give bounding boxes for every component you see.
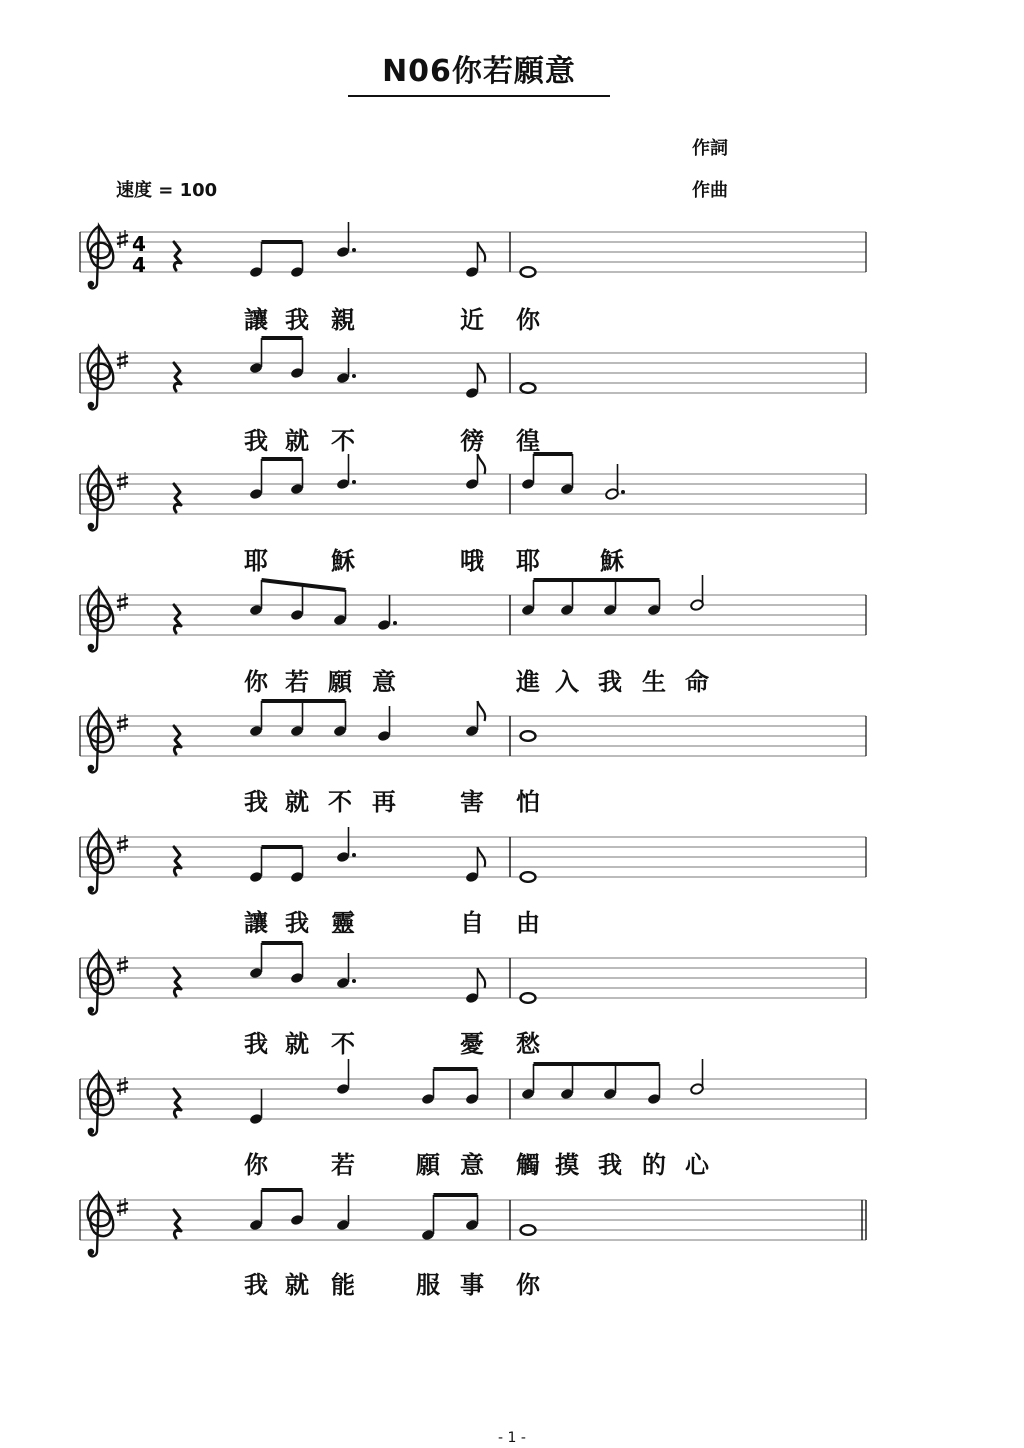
treble-clef-icon-dot	[88, 281, 94, 287]
whole-note-head	[521, 872, 536, 882]
sharp-icon	[117, 840, 128, 843]
sharp-icon	[117, 967, 128, 970]
sharp-icon	[117, 477, 128, 480]
whole-note-head	[521, 267, 536, 277]
sharp-icon	[117, 235, 128, 238]
lyric-syllable: 命	[685, 668, 709, 696]
time-signature-numerator: 4	[132, 232, 146, 256]
page-number: - 1 -	[498, 1430, 526, 1446]
lyric-syllable: 穌	[331, 547, 355, 575]
treble-clef-icon-dot	[88, 1007, 94, 1013]
lyric-syllable: 近	[460, 306, 484, 334]
lyric-syllable: 進	[516, 668, 540, 696]
lyric-syllable: 入	[555, 668, 579, 696]
sharp-icon	[117, 961, 128, 964]
lyric-syllable: 生	[642, 668, 666, 696]
lyric-syllable: 自	[460, 909, 484, 937]
lyric-syllable: 能	[331, 1271, 355, 1299]
treble-clef-icon	[88, 347, 114, 409]
treble-clef-icon	[88, 1194, 114, 1256]
sharp-icon	[117, 1088, 128, 1091]
lyric-syllable: 我	[244, 1271, 268, 1299]
quarter-rest-icon	[174, 726, 181, 754]
composer-label: 作曲	[692, 180, 728, 201]
lyric-syllable: 你	[244, 1151, 268, 1179]
lyric-syllable: 就	[285, 788, 309, 816]
lyric-syllable: 我	[244, 427, 268, 455]
dot	[352, 480, 356, 484]
lyric-syllable: 不	[331, 1030, 355, 1058]
lyric-syllable: 怕	[516, 788, 540, 816]
lyric-syllable: 不	[328, 788, 352, 816]
dot	[352, 979, 356, 983]
lyric-syllable: 哦	[460, 547, 484, 575]
lyric-syllable: 不	[331, 427, 355, 455]
treble-clef-icon	[88, 468, 114, 530]
treble-clef-icon-dot	[88, 1128, 94, 1134]
lyric-syllable: 我	[598, 668, 622, 696]
lyric-syllable: 願	[328, 668, 352, 696]
lyricist-label: 作詞	[692, 138, 728, 159]
treble-clef-icon	[88, 952, 114, 1014]
lyric-syllable: 我	[598, 1151, 622, 1179]
quarter-rest-icon	[174, 242, 181, 270]
lyric-syllable: 徬	[460, 427, 484, 455]
lyric-syllable: 我	[285, 909, 309, 937]
treble-clef-icon-dot	[88, 644, 94, 650]
staff-system	[80, 1190, 866, 1256]
whole-note-head	[521, 993, 536, 1003]
lyric-syllable: 願	[416, 1151, 440, 1179]
lyric-syllable: 若	[285, 668, 309, 696]
lyric-syllable: 耶	[244, 547, 268, 575]
lyric-syllable: 就	[285, 427, 309, 455]
lyric-syllable: 再	[372, 788, 396, 816]
lyric-syllable: 就	[285, 1271, 309, 1299]
staff-system	[80, 454, 866, 530]
staff-system	[80, 222, 866, 288]
dot	[352, 248, 356, 252]
treble-clef-icon-dot	[88, 523, 94, 529]
lyric-syllable: 你	[244, 668, 268, 696]
staff-system	[80, 827, 866, 893]
sharp-icon	[117, 604, 128, 607]
dot	[352, 853, 356, 857]
lyric-syllable: 觸	[516, 1151, 540, 1179]
quarter-rest-icon	[174, 363, 181, 391]
quarter-rest-icon	[174, 1089, 181, 1117]
staff-system	[80, 575, 866, 651]
sharp-icon	[117, 719, 128, 722]
sharp-icon	[117, 362, 128, 365]
dot	[352, 374, 356, 378]
lyric-syllable: 事	[460, 1271, 484, 1299]
note-flag	[478, 701, 486, 721]
lyric-syllable: 親	[331, 306, 355, 334]
lyric-syllable: 穌	[600, 547, 624, 575]
dot	[393, 621, 397, 625]
lyric-syllable: 意	[372, 668, 396, 696]
treble-clef-icon	[88, 831, 114, 893]
sharp-icon	[117, 1082, 128, 1085]
lyric-syllable: 愁	[516, 1030, 540, 1058]
lyric-syllable: 我	[285, 306, 309, 334]
whole-note-head	[521, 1225, 536, 1235]
lyric-syllable: 耶	[516, 547, 540, 575]
lyric-syllable: 我	[244, 1030, 268, 1058]
lyric-syllable: 我	[244, 788, 268, 816]
lyric-syllable: 服	[416, 1271, 440, 1299]
lyric-syllable: 徨	[516, 427, 540, 455]
treble-clef-icon-dot	[88, 765, 94, 771]
quarter-rest-icon	[174, 1210, 181, 1238]
sharp-icon	[117, 725, 128, 728]
lyric-syllable: 若	[331, 1151, 355, 1179]
treble-clef-icon	[88, 589, 114, 651]
lyric-syllable: 心	[685, 1151, 709, 1179]
lyric-syllable: 你	[516, 306, 540, 334]
lyric-syllable: 就	[285, 1030, 309, 1058]
lyric-syllable: 讓	[244, 306, 268, 334]
staff-system	[80, 701, 866, 772]
lyric-syllable: 害	[460, 788, 484, 816]
staff-system	[80, 1059, 866, 1135]
sharp-icon	[117, 356, 128, 359]
sharp-icon	[117, 846, 128, 849]
lyric-syllable: 憂	[460, 1030, 484, 1058]
whole-note-head	[521, 383, 536, 393]
lyric-syllable: 靈	[331, 909, 355, 937]
quarter-rest-icon	[174, 605, 181, 633]
staff-system	[80, 943, 866, 1014]
time-signature-denominator: 4	[132, 253, 146, 277]
dot	[621, 490, 625, 494]
treble-clef-icon-dot	[88, 886, 94, 892]
beam	[262, 580, 346, 590]
lyric-syllable: 意	[460, 1151, 484, 1179]
lyric-syllable: 由	[516, 909, 540, 937]
lyric-syllable: 讓	[244, 909, 268, 937]
song-title: N06你若願意	[382, 54, 576, 89]
tempo-marking: 速度 = 100	[116, 180, 218, 201]
sharp-icon	[117, 1209, 128, 1212]
staff-system	[80, 338, 866, 409]
sharp-icon	[117, 598, 128, 601]
lyric-syllable: 摸	[555, 1151, 579, 1179]
note-flag	[478, 454, 486, 474]
treble-clef-icon	[88, 1073, 114, 1135]
sharp-icon	[117, 241, 128, 244]
quarter-rest-icon	[174, 847, 181, 875]
lyric-syllable: 你	[516, 1271, 540, 1299]
treble-clef-icon	[88, 710, 114, 772]
sharp-icon	[117, 483, 128, 486]
treble-clef-icon-dot	[88, 1249, 94, 1255]
lyric-syllable: 的	[642, 1151, 666, 1179]
quarter-rest-icon	[174, 484, 181, 512]
sharp-icon	[117, 1203, 128, 1206]
treble-clef-icon	[88, 226, 114, 288]
quarter-rest-icon	[174, 968, 181, 996]
treble-clef-icon-dot	[88, 402, 94, 408]
whole-note-head	[521, 731, 536, 741]
